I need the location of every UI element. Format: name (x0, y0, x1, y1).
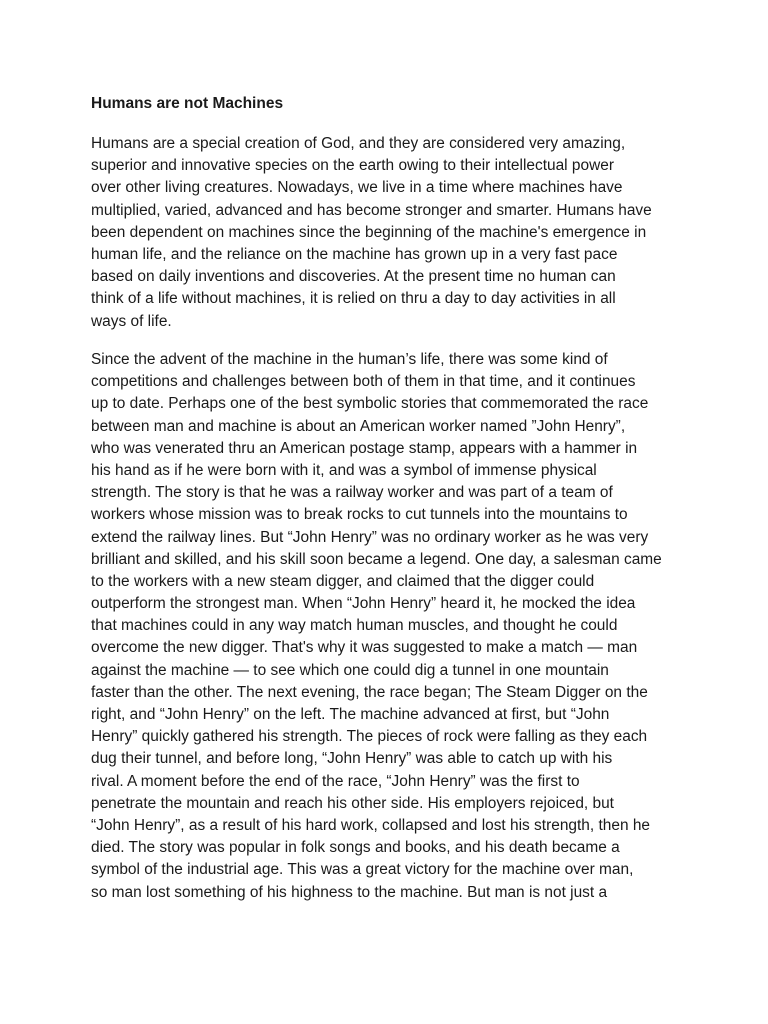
text-line: based on daily inventions and discoveries. At the present time no human can (91, 268, 616, 286)
text-line: “John Henry”, as a result of his hard work, collapsed and lost his strength, then he (91, 816, 651, 834)
text-line: Since the advent of the machine in the human’s life, there was some kind of (91, 351, 608, 368)
text-line: brilliant and skilled, and his skill soon became a legend. One day, a salesman came (91, 550, 662, 568)
text-line: up to date. Perhaps one of the best symbolic stories that commemorated the race (91, 395, 649, 413)
text-line: dug their tunnel, and before long, “John Henry” was able to catch up with his (91, 750, 613, 768)
paragraph-1 (91, 133, 691, 333)
paragraph-2 (91, 349, 691, 904)
text-line: faster than the other. The next evening, the race began; The Steam Digger on the (91, 683, 648, 701)
text-line: over other living creatures. Nowadays, we live in a time where machines have (91, 179, 623, 197)
text-line: superior and innovative species on the earth owing to their intellectual power (91, 157, 614, 175)
text-line: Humans are a special creation of God, and they are considered very amazing, (91, 135, 626, 152)
text-line: Henry” quickly gathered his strength. The pieces of rock were falling as they each (91, 728, 648, 746)
text-line: been dependent on machines since the beginning of the machine's emergence in (91, 223, 647, 241)
text-line: human life, and the reliance on the machine has grown up in a very fast pace (91, 245, 618, 263)
text-line: his hand as if he were born with it, and was a symbol of immense physical (91, 461, 597, 479)
text-line: strength. The story is that he was a railway worker and was part of a team of (91, 484, 613, 502)
text-line: competitions and challenges between both of them in that time, and it continues (91, 373, 636, 391)
document-title: Humans are not Machines (91, 95, 284, 112)
text-line: to the workers with a new steam digger, and claimed that the digger could (91, 572, 595, 590)
text-line: extend the railway lines. But “John Henry” was no ordinary worker as he was very (91, 528, 649, 546)
text-line: outperform the strongest man. When “John Henry” heard it, he mocked the idea (91, 595, 636, 613)
text-line: penetrate the mountain and reach his other side. His employers rejoiced, but (91, 794, 614, 812)
text-line: overcome the new digger. That's why it was suggested to make a match — man (91, 639, 638, 657)
text-line: workers whose mission was to break rocks to cut tunnels into the mountains to (91, 506, 628, 524)
text-line: right, and “John Henry” on the left. The machine advanced at first, but “John (91, 706, 610, 723)
text-line: died. The story was popular in folk songs and books, and his death became a (91, 839, 620, 857)
text-line: who was venerated thru an American postage stamp, appears with a hammer in (91, 439, 638, 457)
text-line: think of a life without machines, it is relied on thru a day to day activities in all (91, 290, 616, 308)
text-line: against the machine — to see which one could dig a tunnel in one mountain (91, 661, 609, 679)
text-line: between man and machine is about an American worker named ”John Henry”, (91, 417, 626, 435)
text-line: multiplied, varied, advanced and has become stronger and smarter. Humans have (91, 201, 652, 219)
text-line: ways of life. (91, 312, 172, 330)
text-line: so man lost something of his highness to the machine. But man is not just a (91, 883, 608, 901)
text-line: rival. A moment before the end of the race, “John Henry” was the first to (91, 772, 580, 790)
text-line: that machines could in any way match human muscles, and thought he could (91, 617, 618, 635)
text-line: symbol of the industrial age. This was a great victory for the machine over man, (91, 861, 634, 879)
